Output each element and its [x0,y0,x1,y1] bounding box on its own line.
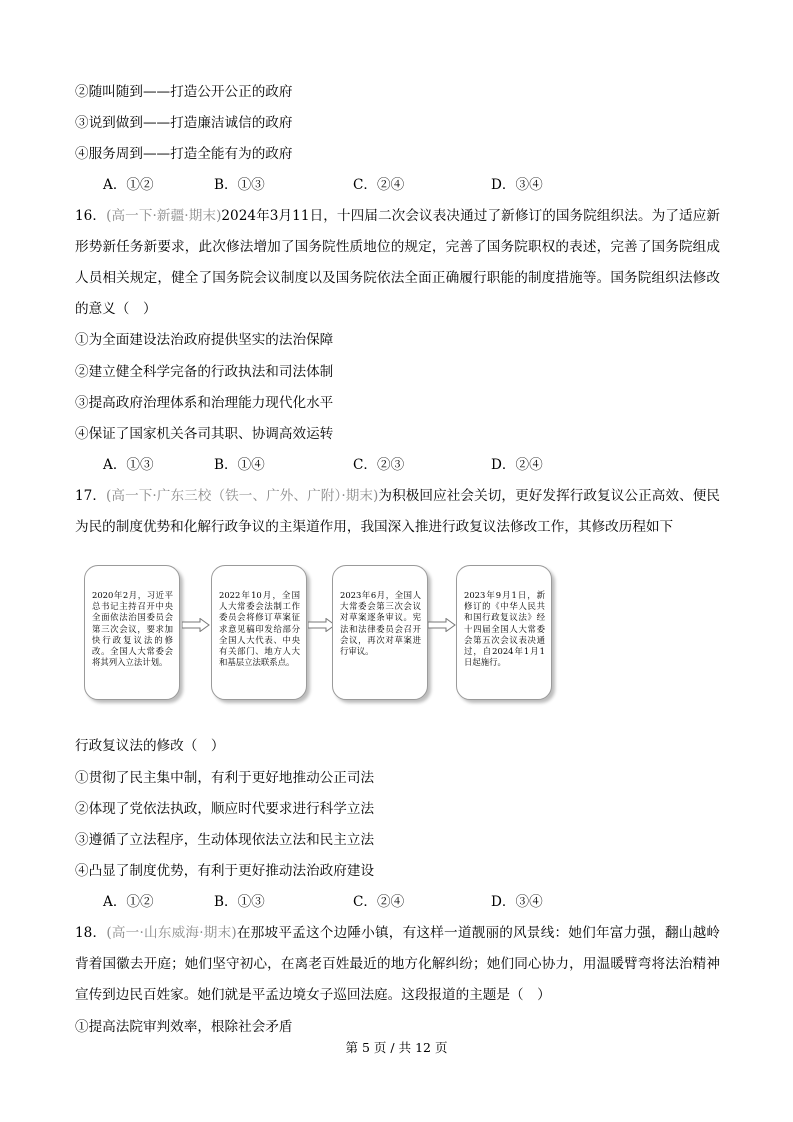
q17-number: 17． [75,488,107,504]
q16-item: ④保证了国家机关各司其职、协调高效运转 [75,426,334,442]
q17-question: 行政复议法的修改（ ） [75,738,225,754]
q18-text: 在那坡平孟这个边陲小镇，有这样一道靓丽的风景线：她们年富力强，翻山越岭背着国徽去开庭；她们坚守初心，在离老百姓最近的地方化解纠纷；她们同心协力，用温暖臂弯将法治精神宣传到边民百姓家。她们就是平孟边境女子巡回法庭。这段报道的主题是（ ） [75,925,721,1003]
q16-number: 16． [75,208,107,224]
option-d: D．②④ [491,457,543,473]
option-d: D．③④ [491,894,543,910]
q18-stem [75,918,720,1011]
q16-item: ①为全面建设法治政府提供坚实的法治保障 [75,332,334,348]
flow-step-1: 2020年2月，习近平总书记主持召开中央全面依法治国委员会第三次会议，要求加快行政复议法的修改。全国人大常委会将其列入立法计划。 [84,565,180,700]
flow-step-2: 2022年10月，全国人大常委会法制工作委员会将修订草案征求意见稿印发给部分全国人大代表、中央有关部门、地方人大和基层立法联系点。 [211,565,307,700]
option-d: D．③④ [491,177,543,193]
option-c: C．②④ [353,177,405,193]
q16-item: ②建立健全科学完备的行政执法和司法体制 [75,364,334,380]
q17-item: ①贯彻了民主集中制，有利于更好地推动公正司法 [75,770,375,786]
q16-stem [75,201,720,325]
page-footer: 第 5 页 / 共 12 页 [345,1040,448,1055]
q18-item: ①提高法院审判效率，根除社会矛盾 [75,1019,293,1035]
q17-item: ②体现了党依法执政，顺应时代要求进行科学立法 [75,801,375,817]
option-a: A．①② [103,177,154,193]
option-c: C．②④ [353,894,405,910]
q17-source: (高一下·广东三校（铁一、广外、广附）·期末) [106,488,379,504]
q17-item: ③遵循了立法程序，生动体现依法立法和民主立法 [75,832,375,848]
q17-text: 为积极回应社会关切，更好发挥行政复议公正高效、便民为民的制度优势和化解行政争议的主渠道作用，我国深入推进行政复议法修改工作，其修改历程如下 [75,488,720,535]
q18-number: 18． [75,925,107,941]
q18-source: (高一·山东威海·期末) [106,925,237,941]
flow-step-3: 2023年6月，全国人大常委会第三次会议对草案逐条审议。宪法和法律委员会召开会议，再次对草案进行审议。 [332,565,428,700]
option-b: B．①③ [214,177,265,193]
arrow-right-icon [428,618,456,632]
q15-item: ②随叫随到——打造公开公正的政府 [75,84,293,100]
flow-step-4: 2023年9月1日，新修订的《中华人民共和国行政复议法》经十四届全国人大常委会第五次会议表决通过，自2024年1月1日起施行。 [456,565,552,700]
option-a: A．①③ [103,457,154,473]
option-c: C．②③ [353,457,405,473]
q16-text: 2024年3月11日，十四届二次会议表决通过了新修订的国务院组织法。为了适应新形势新任务新要求，此次修法增加了国务院性质地位的规定，完善了国务院职权的表述，完善了国务院组成人员相关规定，健全了国务院会议制度以及国务院依法全面正确履行职能的制度措施等。国务院组织法修改的意义（ ） [75,208,720,317]
q16-item: ③提高政府治理体系和治理能力现代化水平 [75,395,334,411]
option-b: B．①④ [214,457,265,473]
option-a: A．①② [103,894,154,910]
q17-stem [75,481,720,543]
arrow-right-icon [182,618,210,632]
q15-item: ③说到做到——打造廉洁诚信的政府 [75,115,293,131]
q16-source: (高一下·新疆·期末) [106,208,222,224]
q17-item: ④凸显了制度优势，有利于更好推动法治政府建设 [75,863,375,879]
q15-item: ④服务周到——打造全能有为的政府 [75,146,293,162]
option-b: B．①③ [214,894,265,910]
